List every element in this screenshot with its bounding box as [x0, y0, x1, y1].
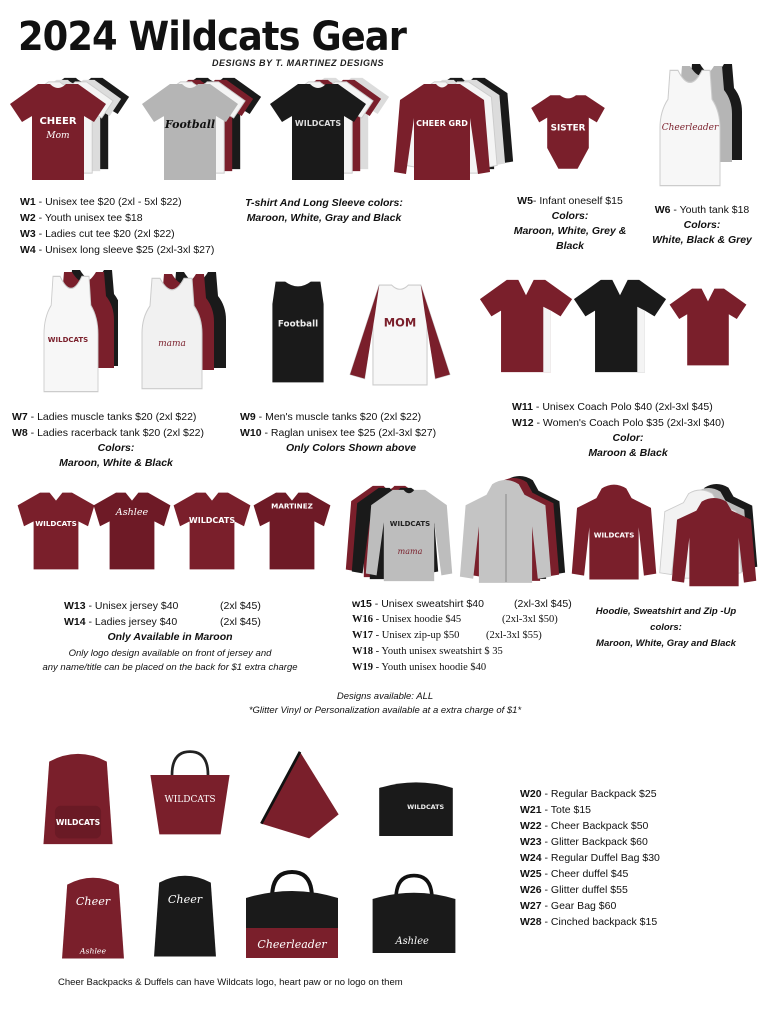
cinched-backpack-image — [254, 744, 346, 848]
price-w5: W5- Infant oneself $15 — [517, 195, 623, 207]
price-w13: W13 - Unisex jersey $40 (2xl $45) — [64, 600, 261, 612]
coach-polo-women-image — [668, 282, 748, 372]
price-w11: W11 - Unisex Coach Polo $40 (2xl-3xl $45) — [512, 401, 713, 413]
glitter-backpack-image — [142, 864, 228, 970]
garment-print-wildcats: WILDCATS — [188, 516, 236, 525]
price-w27: W27 - Gear Bag $60 — [520, 900, 617, 912]
garment-print-cheer: Cheer — [75, 895, 111, 909]
page-title: 2024 Wildcats Gear — [18, 14, 406, 60]
jersey-ladies-image — [172, 480, 252, 582]
price-w26: W26 - Glitter duffel $55 — [520, 884, 628, 896]
garment-print-ashlee: Ashlee — [115, 507, 149, 518]
garment-print-cheer: Cheer — [167, 893, 203, 907]
infant-onesie-image — [528, 92, 608, 172]
price-w6: W6 - Youth tank $18 — [654, 204, 750, 216]
price-w23: W23 - Glitter Backpack $60 — [520, 836, 648, 848]
price-w24: W24 - Regular Duffel Bag $30 — [520, 852, 660, 864]
mens-price-list — [240, 409, 436, 441]
youth-tank-image — [640, 62, 752, 190]
price-w18: W18 - Youth unisex sweatshirt $ 35 — [352, 646, 503, 657]
unisex-tee-image — [8, 74, 136, 189]
garment-print-wildcats: WILDCATS — [47, 336, 89, 344]
garment-print-wildcats: WILDCATS — [407, 802, 445, 811]
price-w21: W21 - Tote $15 — [520, 804, 592, 816]
ladies-tee-image — [268, 74, 396, 189]
tank-colors-note: Colors: Maroon, White & Black — [59, 442, 173, 469]
price-w7: W7 - Ladies muscle tanks $20 (2xl $22) — [12, 411, 197, 423]
zip-up-image — [458, 474, 570, 586]
garment-print-wildcats: WILDCATS — [164, 795, 216, 805]
garment-print-wildcats: WILDCATS — [294, 119, 342, 128]
garment-print-wildcats: WILDCATS — [389, 520, 431, 528]
jersey-unisex-image — [16, 480, 96, 582]
ladies-muscle-tank-image — [26, 268, 118, 396]
tee-colors-note: T-shirt And Long Sleeve colors: Maroon, White, Gray and Black — [245, 197, 403, 224]
tank-info: W6 - Youth tank $18 Colors: White, Black & Grey — [642, 202, 762, 248]
garment-print-wildcats: WILDCATS — [593, 530, 635, 540]
coach-polo-black-image — [572, 278, 668, 374]
sweatshirt-price-list — [352, 596, 572, 676]
price-w28: W28 - Cinched backpack $15 — [520, 916, 658, 928]
price-w3: W3 - Ladies cut tee $20 (2xl $22) — [20, 228, 175, 240]
garment-print-wildcats: WILDCATS — [35, 519, 77, 529]
jersey-availability: Only Available in Maroon — [107, 631, 233, 643]
price-w15: w15 - Unisex sweatshirt $40 (2xl-3xl $45) — [352, 598, 572, 610]
mens-muscle-tank-image — [258, 268, 338, 396]
jersey-note: Only logo design available on front of jersey and any name/title can be placed on the back for $1 extra charge — [42, 648, 298, 673]
gear-bag-image — [356, 764, 476, 844]
price-w16: W16 - Unisex hoodie $45 (2xl-3xl $50) — [352, 614, 558, 625]
garment-print-football: Football — [164, 118, 216, 131]
price-w4: W4 - Unisex long sleeve $25 (2xl-3xl $27) — [20, 244, 215, 256]
bag-price-list — [520, 786, 660, 930]
garment-print-cheer-grd: CHEER GRD — [416, 119, 468, 128]
youth-tee-image — [140, 74, 268, 189]
jersey-ladies-back-image — [252, 480, 332, 582]
price-w17: W17 - Unisex zip-up $50 (2xl-3xl $55) — [352, 630, 542, 641]
garment-print-ashlee: Ashlee — [79, 946, 107, 956]
cheer-duffel-image — [232, 868, 352, 968]
bags-footer-note: Cheer Backpacks & Duffels can have Wildcats logo, heart paw or no logo on them — [58, 977, 403, 988]
designs-note: Designs available: ALL *Glitter Vinyl or Personalization available at a extra charge of $1* — [248, 691, 522, 716]
regular-backpack-image — [30, 744, 126, 856]
garment-print-wildcats: WILDCATS — [55, 817, 101, 827]
jersey-price-list — [64, 598, 261, 630]
mens-colors-note: Only Colors Shown above — [285, 442, 417, 454]
cheer-backpack-image — [50, 868, 136, 970]
price-w8: W8 - Ladies racerback tank $20 (2xl $22) — [12, 427, 205, 439]
hoodie-image — [570, 478, 658, 588]
garment-print-ashlee: Ashlee — [395, 936, 429, 947]
garment-print-mama: mama — [158, 339, 186, 349]
sweatshirt-image — [344, 484, 456, 584]
tote-image — [140, 748, 240, 838]
onesie-info: W5- Infant oneself $15 Colors: Maroon, White, Grey & Black — [500, 193, 640, 254]
price-w1: W1 - Unisex tee $20 (2xl - 5xl $22) — [20, 196, 182, 208]
garment-print-cheerleader: Cheerleader — [257, 938, 327, 951]
garment-print-cheer: CHEER — [39, 116, 77, 127]
garment-print-mama: mama — [397, 547, 423, 556]
tee-price-list — [20, 194, 214, 258]
garment-print-mom: MOM — [383, 315, 417, 330]
racerback-tank-image — [122, 270, 230, 395]
price-w20: W20 - Regular Backpack $25 — [520, 788, 657, 800]
price-w19: W19 - Youth unisex hoodie $40 — [352, 662, 487, 673]
coach-polo-unisex-image — [478, 278, 574, 374]
price-w9: W9 - Men's muscle tanks $20 (2xl $22) — [240, 411, 422, 423]
price-w14: W14 - Ladies jersey $40 (2xl $45) — [64, 616, 261, 628]
glitter-duffel-image — [360, 872, 468, 962]
polo-colors-note: Color: Maroon & Black — [588, 432, 668, 459]
youth-hoodie-image — [654, 484, 760, 588]
price-w22: W22 - Cheer Backpack $50 — [520, 820, 649, 832]
polo-price-list — [512, 399, 725, 431]
price-w2: W2 - Youth unisex tee $18 — [20, 212, 143, 224]
garment-print-football: Football — [277, 319, 319, 330]
garment-print-martinez: MARTINEZ — [271, 501, 313, 511]
tank-price-list — [12, 409, 204, 441]
price-w25: W25 - Cheer duffel $45 — [520, 868, 629, 880]
designer-credit: DESIGNS BY T. MARTINEZ DESIGNS — [212, 58, 385, 68]
hoodie-colors-note: Hoodie, Sweatshirt and Zip -Up colors: Maroon, White, Gray and Black — [595, 606, 737, 649]
garment-print-mom: Mom — [46, 131, 70, 141]
price-w12: W12 - Women's Coach Polo $35 (2xl-3xl $40) — [512, 417, 725, 429]
raglan-tee-image — [348, 276, 452, 394]
garment-print-cheerleader: Cheerleader — [661, 123, 719, 133]
garment-print-sister: SISTER — [550, 123, 586, 134]
jersey-back-image — [92, 480, 172, 582]
long-sleeve-image — [392, 74, 520, 192]
price-w10: W10 - Raglan unisex tee $25 (2xl-3xl $27) — [240, 427, 437, 439]
